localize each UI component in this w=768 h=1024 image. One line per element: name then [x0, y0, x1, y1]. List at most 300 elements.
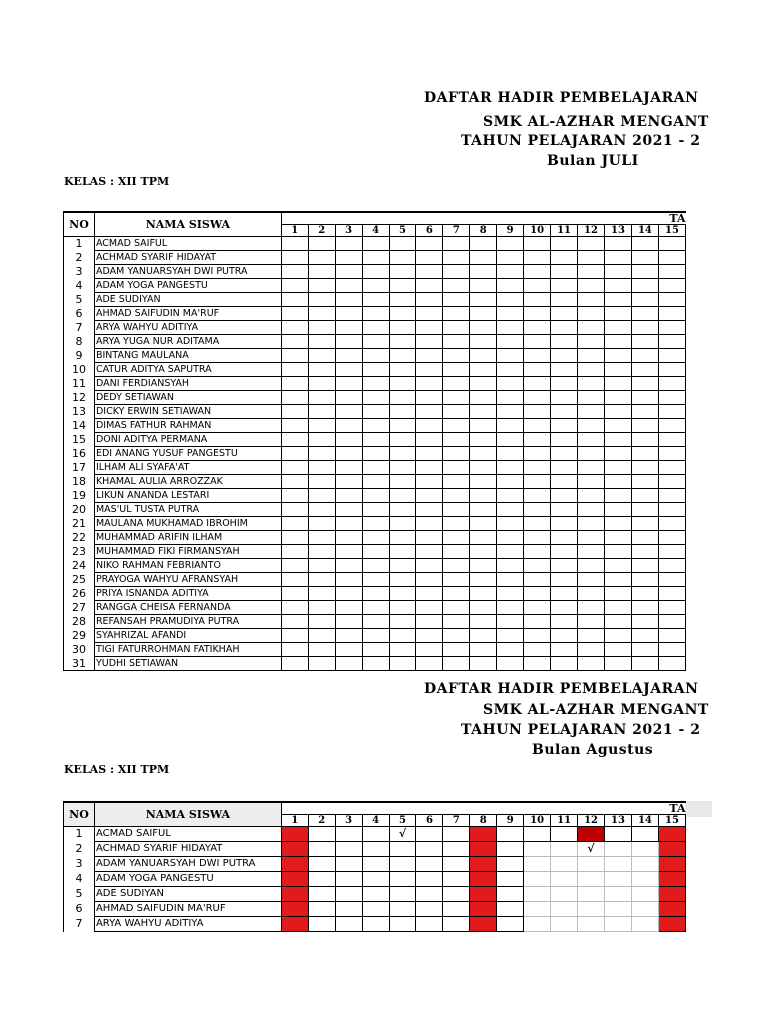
attendance-cell[interactable] — [308, 419, 335, 433]
attendance-cell[interactable] — [443, 643, 470, 657]
attendance-cell[interactable] — [389, 629, 416, 643]
attendance-cell[interactable] — [578, 391, 605, 405]
attendance-cell[interactable] — [578, 349, 605, 363]
attendance-cell[interactable] — [497, 601, 524, 615]
attendance-cell[interactable] — [631, 321, 658, 335]
attendance-cell[interactable] — [497, 335, 524, 349]
attendance-cell[interactable] — [551, 433, 578, 447]
holiday-cell[interactable] — [281, 902, 308, 917]
attendance-cell[interactable] — [362, 321, 389, 335]
attendance-cell[interactable] — [389, 279, 416, 293]
attendance-cell[interactable] — [443, 475, 470, 489]
attendance-cell[interactable] — [658, 461, 685, 475]
attendance-cell[interactable] — [631, 335, 658, 349]
attendance-cell[interactable] — [308, 643, 335, 657]
attendance-cell[interactable] — [335, 489, 362, 503]
attendance-cell[interactable] — [281, 433, 308, 447]
attendance-cell[interactable] — [578, 307, 605, 321]
attendance-cell[interactable] — [416, 601, 443, 615]
attendance-cell[interactable] — [389, 489, 416, 503]
attendance-cell[interactable] — [416, 377, 443, 391]
attendance-cell[interactable] — [335, 265, 362, 279]
attendance-cell[interactable] — [308, 587, 335, 601]
attendance-cell[interactable] — [578, 405, 605, 419]
attendance-cell[interactable] — [416, 321, 443, 335]
attendance-cell[interactable] — [604, 447, 631, 461]
attendance-cell[interactable] — [497, 531, 524, 545]
attendance-cell[interactable] — [416, 615, 443, 629]
attendance-cell[interactable] — [524, 559, 551, 573]
attendance-cell[interactable] — [362, 349, 389, 363]
attendance-cell[interactable] — [631, 447, 658, 461]
attendance-cell[interactable] — [551, 363, 578, 377]
attendance-cell[interactable] — [443, 545, 470, 559]
attendance-cell[interactable] — [497, 391, 524, 405]
attendance-cell[interactable] — [578, 531, 605, 545]
attendance-cell[interactable] — [443, 335, 470, 349]
attendance-cell[interactable] — [470, 531, 497, 545]
attendance-cell[interactable] — [308, 517, 335, 531]
attendance-cell[interactable] — [524, 902, 551, 917]
attendance-cell[interactable] — [497, 447, 524, 461]
attendance-cell[interactable] — [308, 827, 335, 842]
attendance-cell[interactable] — [658, 489, 685, 503]
attendance-cell[interactable] — [578, 279, 605, 293]
attendance-cell[interactable] — [631, 279, 658, 293]
attendance-cell[interactable] — [308, 237, 335, 251]
attendance-cell[interactable] — [281, 279, 308, 293]
attendance-cell[interactable] — [551, 377, 578, 391]
attendance-cell[interactable] — [443, 531, 470, 545]
attendance-cell[interactable] — [281, 377, 308, 391]
attendance-cell[interactable] — [631, 842, 658, 857]
attendance-cell[interactable] — [578, 377, 605, 391]
attendance-cell[interactable] — [578, 335, 605, 349]
attendance-cell[interactable] — [281, 657, 308, 671]
attendance-cell[interactable] — [443, 363, 470, 377]
attendance-cell[interactable] — [443, 307, 470, 321]
attendance-cell[interactable] — [389, 531, 416, 545]
holiday-cell[interactable] — [281, 887, 308, 902]
attendance-cell[interactable] — [443, 391, 470, 405]
attendance-cell[interactable] — [335, 405, 362, 419]
attendance-cell[interactable] — [335, 307, 362, 321]
attendance-cell[interactable] — [308, 917, 335, 932]
attendance-cell[interactable] — [281, 615, 308, 629]
attendance-cell[interactable] — [631, 629, 658, 643]
attendance-cell[interactable] — [335, 615, 362, 629]
attendance-cell[interactable] — [335, 902, 362, 917]
attendance-cell[interactable] — [308, 857, 335, 872]
attendance-cell[interactable] — [631, 251, 658, 265]
attendance-cell[interactable] — [658, 419, 685, 433]
attendance-cell[interactable] — [497, 559, 524, 573]
attendance-cell[interactable] — [308, 251, 335, 265]
holiday-cell[interactable] — [470, 902, 497, 917]
attendance-cell[interactable] — [308, 545, 335, 559]
attendance-cell[interactable] — [631, 363, 658, 377]
attendance-cell[interactable] — [470, 475, 497, 489]
attendance-cell[interactable] — [524, 363, 551, 377]
attendance-cell[interactable] — [604, 559, 631, 573]
attendance-cell[interactable] — [443, 503, 470, 517]
attendance-cell[interactable] — [578, 887, 605, 902]
attendance-cell[interactable] — [631, 872, 658, 887]
attendance-cell[interactable] — [658, 601, 685, 615]
attendance-cell[interactable] — [631, 293, 658, 307]
attendance-cell[interactable] — [524, 475, 551, 489]
attendance-cell[interactable] — [497, 307, 524, 321]
attendance-cell[interactable] — [443, 902, 470, 917]
attendance-cell[interactable] — [362, 363, 389, 377]
attendance-cell[interactable] — [362, 531, 389, 545]
attendance-cell[interactable] — [335, 857, 362, 872]
attendance-cell[interactable] — [604, 531, 631, 545]
attendance-cell[interactable] — [416, 447, 443, 461]
attendance-cell[interactable] — [470, 279, 497, 293]
attendance-cell[interactable] — [524, 293, 551, 307]
attendance-cell[interactable] — [524, 419, 551, 433]
attendance-cell[interactable] — [308, 629, 335, 643]
attendance-cell[interactable] — [470, 419, 497, 433]
attendance-cell[interactable] — [389, 335, 416, 349]
attendance-cell[interactable] — [443, 433, 470, 447]
attendance-cell[interactable] — [470, 629, 497, 643]
attendance-cell[interactable] — [604, 573, 631, 587]
attendance-cell[interactable] — [416, 629, 443, 643]
holiday-cell[interactable] — [281, 917, 308, 932]
holiday-cell[interactable] — [658, 872, 685, 887]
attendance-cell[interactable] — [497, 872, 524, 887]
attendance-cell[interactable] — [578, 587, 605, 601]
attendance-cell[interactable] — [416, 559, 443, 573]
attendance-cell[interactable] — [497, 265, 524, 279]
attendance-cell[interactable] — [551, 615, 578, 629]
attendance-cell[interactable] — [470, 643, 497, 657]
attendance-cell[interactable] — [658, 447, 685, 461]
attendance-cell[interactable] — [551, 531, 578, 545]
attendance-cell[interactable] — [497, 615, 524, 629]
attendance-cell[interactable] — [470, 545, 497, 559]
attendance-cell[interactable] — [389, 251, 416, 265]
attendance-cell[interactable] — [281, 643, 308, 657]
attendance-cell[interactable] — [524, 872, 551, 887]
attendance-cell[interactable] — [308, 279, 335, 293]
attendance-cell[interactable] — [551, 587, 578, 601]
attendance-cell[interactable] — [416, 433, 443, 447]
attendance-cell[interactable] — [443, 601, 470, 615]
attendance-cell[interactable] — [524, 857, 551, 872]
attendance-cell[interactable] — [362, 419, 389, 433]
attendance-cell[interactable] — [335, 545, 362, 559]
attendance-cell[interactable] — [604, 377, 631, 391]
attendance-cell[interactable] — [604, 335, 631, 349]
attendance-cell[interactable] — [362, 475, 389, 489]
attendance-cell[interactable] — [524, 307, 551, 321]
attendance-cell[interactable] — [604, 391, 631, 405]
attendance-cell[interactable] — [362, 545, 389, 559]
attendance-cell[interactable] — [416, 461, 443, 475]
attendance-cell[interactable] — [308, 887, 335, 902]
attendance-cell[interactable] — [416, 657, 443, 671]
attendance-cell[interactable] — [578, 461, 605, 475]
attendance-cell[interactable] — [281, 531, 308, 545]
attendance-cell[interactable] — [308, 405, 335, 419]
attendance-cell[interactable] — [335, 517, 362, 531]
attendance-cell[interactable] — [631, 489, 658, 503]
attendance-cell[interactable] — [631, 827, 658, 842]
attendance-cell[interactable] — [604, 503, 631, 517]
attendance-cell[interactable] — [631, 657, 658, 671]
attendance-cell[interactable] — [308, 842, 335, 857]
attendance-cell[interactable] — [389, 293, 416, 307]
attendance-cell[interactable] — [524, 657, 551, 671]
attendance-cell[interactable] — [551, 405, 578, 419]
attendance-cell[interactable] — [470, 265, 497, 279]
attendance-cell[interactable] — [524, 887, 551, 902]
attendance-cell[interactable] — [470, 461, 497, 475]
attendance-cell[interactable] — [362, 447, 389, 461]
attendance-cell[interactable] — [658, 279, 685, 293]
attendance-cell[interactable] — [443, 887, 470, 902]
attendance-cell[interactable] — [658, 503, 685, 517]
attendance-cell[interactable] — [443, 489, 470, 503]
attendance-cell[interactable] — [497, 917, 524, 932]
attendance-cell[interactable] — [389, 433, 416, 447]
attendance-cell[interactable] — [308, 475, 335, 489]
attendance-cell[interactable] — [416, 489, 443, 503]
attendance-cell[interactable] — [631, 503, 658, 517]
attendance-cell[interactable] — [335, 887, 362, 902]
attendance-cell[interactable] — [524, 587, 551, 601]
attendance-cell[interactable] — [416, 293, 443, 307]
attendance-cell[interactable] — [658, 293, 685, 307]
attendance-cell[interactable] — [308, 349, 335, 363]
attendance-cell[interactable] — [604, 461, 631, 475]
attendance-cell[interactable] — [335, 237, 362, 251]
holiday-cell[interactable] — [658, 887, 685, 902]
attendance-cell[interactable] — [335, 629, 362, 643]
attendance-cell[interactable] — [335, 349, 362, 363]
attendance-cell[interactable] — [362, 335, 389, 349]
attendance-cell[interactable] — [631, 531, 658, 545]
attendance-cell[interactable] — [335, 391, 362, 405]
attendance-cell[interactable] — [524, 573, 551, 587]
attendance-cell[interactable] — [308, 872, 335, 887]
attendance-cell[interactable] — [416, 265, 443, 279]
attendance-cell[interactable] — [416, 917, 443, 932]
attendance-cell[interactable] — [470, 321, 497, 335]
attendance-cell[interactable] — [335, 461, 362, 475]
attendance-cell[interactable] — [631, 573, 658, 587]
attendance-cell[interactable] — [551, 629, 578, 643]
attendance-cell[interactable] — [497, 545, 524, 559]
attendance-cell[interactable] — [497, 587, 524, 601]
attendance-cell[interactable] — [631, 237, 658, 251]
attendance-cell[interactable] — [308, 391, 335, 405]
attendance-cell[interactable] — [658, 559, 685, 573]
attendance-cell[interactable] — [281, 587, 308, 601]
attendance-cell[interactable] — [362, 887, 389, 902]
attendance-cell[interactable] — [551, 657, 578, 671]
attendance-cell[interactable] — [389, 363, 416, 377]
attendance-cell[interactable] — [281, 237, 308, 251]
attendance-cell[interactable] — [470, 391, 497, 405]
attendance-cell[interactable] — [524, 489, 551, 503]
attendance-cell[interactable] — [551, 857, 578, 872]
attendance-cell[interactable] — [308, 293, 335, 307]
attendance-cell[interactable] — [308, 601, 335, 615]
holiday-cell[interactable] — [470, 872, 497, 887]
attendance-cell[interactable] — [631, 307, 658, 321]
attendance-cell[interactable] — [578, 321, 605, 335]
attendance-cell[interactable] — [416, 872, 443, 887]
attendance-cell[interactable] — [443, 447, 470, 461]
attendance-cell[interactable] — [524, 447, 551, 461]
attendance-cell[interactable] — [443, 872, 470, 887]
attendance-cell[interactable] — [578, 447, 605, 461]
attendance-cell[interactable] — [658, 629, 685, 643]
holiday-cell[interactable] — [658, 902, 685, 917]
attendance-cell[interactable] — [389, 419, 416, 433]
attendance-cell[interactable] — [470, 657, 497, 671]
attendance-cell[interactable] — [631, 377, 658, 391]
attendance-cell[interactable] — [470, 349, 497, 363]
attendance-cell[interactable] — [362, 615, 389, 629]
holiday-cell[interactable] — [281, 872, 308, 887]
attendance-cell[interactable] — [658, 335, 685, 349]
attendance-cell[interactable] — [308, 307, 335, 321]
attendance-cell[interactable] — [335, 872, 362, 887]
attendance-cell[interactable] — [524, 405, 551, 419]
attendance-cell[interactable] — [335, 657, 362, 671]
attendance-cell[interactable] — [524, 377, 551, 391]
attendance-cell[interactable] — [335, 363, 362, 377]
attendance-cell[interactable] — [470, 517, 497, 531]
attendance-cell[interactable] — [551, 917, 578, 932]
attendance-cell[interactable] — [443, 587, 470, 601]
attendance-cell[interactable] — [551, 872, 578, 887]
attendance-cell[interactable] — [281, 517, 308, 531]
attendance-cell[interactable] — [631, 917, 658, 932]
attendance-cell[interactable] — [604, 489, 631, 503]
attendance-cell[interactable] — [389, 307, 416, 321]
attendance-cell[interactable] — [578, 573, 605, 587]
attendance-cell[interactable] — [604, 433, 631, 447]
attendance-cell[interactable] — [524, 917, 551, 932]
attendance-cell[interactable] — [389, 321, 416, 335]
attendance-cell[interactable] — [470, 251, 497, 265]
attendance-cell[interactable] — [551, 293, 578, 307]
attendance-cell[interactable] — [308, 433, 335, 447]
attendance-cell[interactable] — [604, 545, 631, 559]
attendance-cell[interactable] — [658, 573, 685, 587]
attendance-cell[interactable] — [389, 857, 416, 872]
attendance-cell[interactable] — [470, 433, 497, 447]
holiday-cell[interactable] — [470, 917, 497, 932]
attendance-cell[interactable] — [524, 531, 551, 545]
holiday-cell[interactable] — [658, 842, 685, 857]
attendance-cell[interactable] — [497, 363, 524, 377]
attendance-cell[interactable] — [389, 517, 416, 531]
attendance-cell[interactable] — [389, 461, 416, 475]
attendance-cell[interactable] — [362, 405, 389, 419]
attendance-cell[interactable] — [389, 559, 416, 573]
attendance-cell[interactable] — [308, 447, 335, 461]
attendance-cell[interactable] — [362, 587, 389, 601]
attendance-cell[interactable] — [308, 461, 335, 475]
attendance-cell[interactable] — [362, 489, 389, 503]
attendance-cell[interactable] — [631, 887, 658, 902]
attendance-cell[interactable] — [497, 629, 524, 643]
attendance-cell[interactable] — [362, 601, 389, 615]
attendance-cell[interactable] — [470, 363, 497, 377]
attendance-cell[interactable] — [604, 657, 631, 671]
attendance-cell[interactable] — [362, 251, 389, 265]
attendance-cell[interactable] — [335, 842, 362, 857]
attendance-cell[interactable] — [604, 643, 631, 657]
attendance-cell[interactable] — [362, 377, 389, 391]
attendance-cell[interactable] — [389, 643, 416, 657]
holiday-cell[interactable] — [470, 842, 497, 857]
attendance-cell[interactable] — [389, 265, 416, 279]
attendance-cell[interactable] — [308, 902, 335, 917]
attendance-cell[interactable] — [497, 857, 524, 872]
attendance-cell[interactable] — [281, 475, 308, 489]
attendance-cell[interactable] — [335, 335, 362, 349]
attendance-cell[interactable] — [524, 433, 551, 447]
attendance-cell[interactable] — [281, 307, 308, 321]
attendance-cell[interactable] — [362, 643, 389, 657]
attendance-cell[interactable] — [389, 842, 416, 857]
attendance-cell[interactable] — [389, 601, 416, 615]
attendance-cell[interactable] — [362, 872, 389, 887]
attendance-cell[interactable] — [362, 293, 389, 307]
attendance-cell[interactable] — [443, 377, 470, 391]
attendance-cell[interactable] — [443, 237, 470, 251]
attendance-cell[interactable] — [524, 461, 551, 475]
attendance-cell[interactable] — [443, 321, 470, 335]
attendance-cell[interactable] — [416, 857, 443, 872]
attendance-cell[interactable] — [604, 279, 631, 293]
attendance-cell[interactable] — [362, 237, 389, 251]
attendance-cell[interactable] — [604, 363, 631, 377]
attendance-cell[interactable] — [578, 293, 605, 307]
holiday-cell[interactable] — [281, 827, 308, 842]
attendance-cell[interactable] — [658, 265, 685, 279]
attendance-cell[interactable] — [551, 559, 578, 573]
attendance-cell[interactable] — [524, 629, 551, 643]
attendance-cell[interactable] — [443, 405, 470, 419]
attendance-cell[interactable] — [416, 643, 443, 657]
attendance-cell[interactable] — [497, 279, 524, 293]
attendance-cell[interactable] — [335, 559, 362, 573]
attendance-cell[interactable] — [631, 545, 658, 559]
attendance-cell[interactable] — [578, 615, 605, 629]
attendance-cell[interactable] — [551, 601, 578, 615]
attendance-cell[interactable] — [604, 237, 631, 251]
attendance-cell[interactable] — [604, 251, 631, 265]
attendance-cell[interactable] — [631, 643, 658, 657]
attendance-cell[interactable] — [658, 237, 685, 251]
attendance-cell[interactable] — [443, 842, 470, 857]
attendance-cell[interactable] — [497, 349, 524, 363]
attendance-cell[interactable] — [631, 419, 658, 433]
attendance-cell[interactable] — [604, 517, 631, 531]
attendance-cell[interactable] — [631, 475, 658, 489]
attendance-cell[interactable] — [551, 643, 578, 657]
attendance-cell[interactable] — [362, 827, 389, 842]
